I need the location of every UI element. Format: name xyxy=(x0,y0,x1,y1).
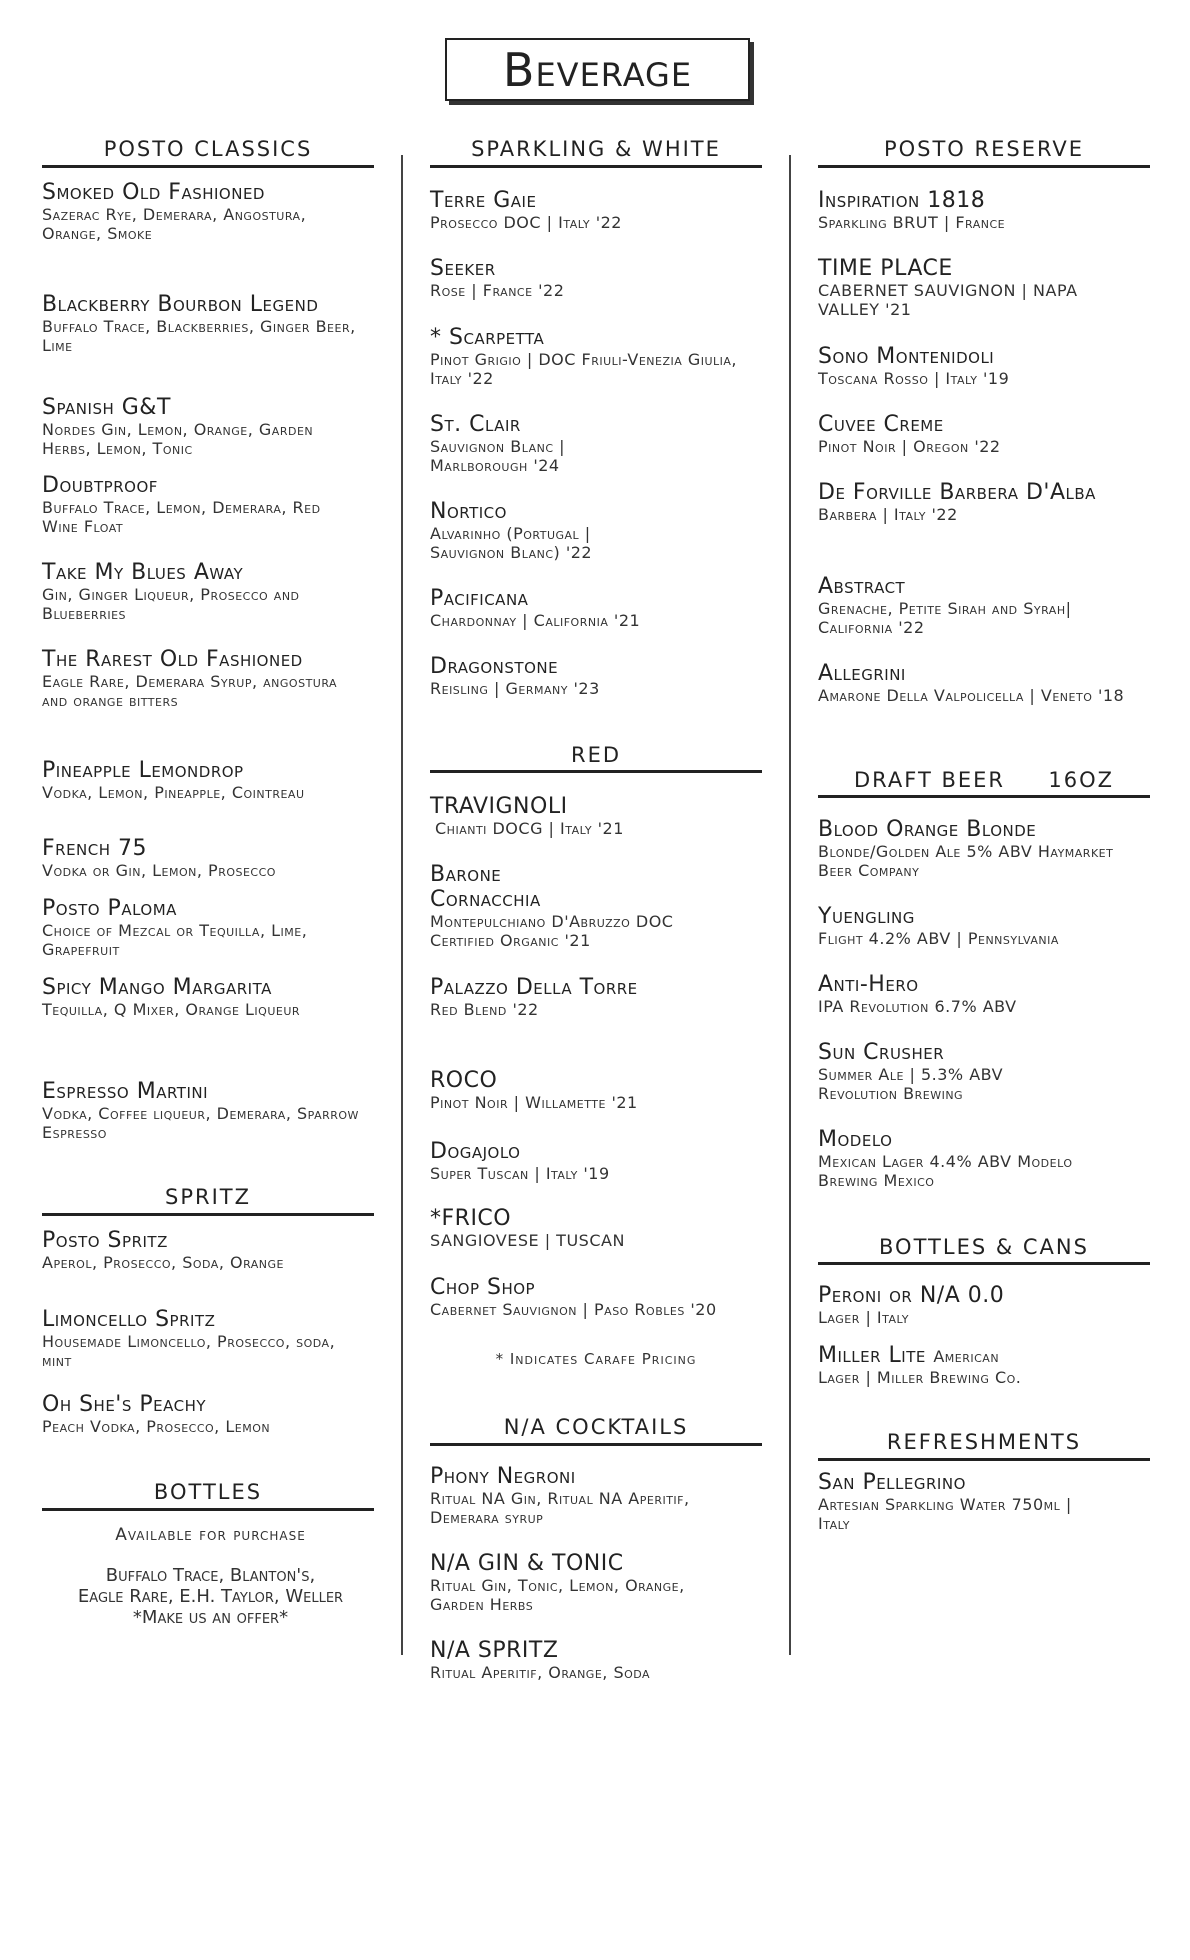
item-desc: Ritual NA Gin, Ritual NA Aperitif, Demerara syrup xyxy=(430,1489,690,1527)
menu-item xyxy=(818,817,1128,880)
item-desc: Sazerac Rye, Demerara, Angostura, Orange, Smoke xyxy=(42,205,307,243)
menu-item xyxy=(42,473,362,536)
item-desc: Reisling | Germany '23 xyxy=(430,679,600,698)
menu-item xyxy=(818,256,1128,319)
item-desc: Rose | France '22 xyxy=(430,281,565,300)
bottles-availability: Available for purchase xyxy=(115,1525,306,1545)
menu-item xyxy=(818,1470,1088,1533)
item-name: Abstract xyxy=(818,574,906,599)
section-rule xyxy=(430,1443,762,1446)
menu-item xyxy=(430,1206,750,1250)
section-header-red: RED xyxy=(570,743,622,767)
menu-item xyxy=(42,560,362,623)
item-name: Modelo xyxy=(818,1127,893,1152)
menu-item xyxy=(430,862,730,950)
menu-item xyxy=(818,972,1138,1016)
item-name: Anti-Hero xyxy=(818,972,919,997)
bottles-offer: *Make us an offer* xyxy=(132,1607,289,1628)
item-desc: Amarone Della Valpolicella | Veneto '18 xyxy=(818,686,1125,705)
item-desc: Blonde/Golden Ale 5% ABV Haymarket Beer Company xyxy=(818,842,1114,880)
item-desc: Super Tuscan | Italy '19 xyxy=(430,1164,610,1183)
item-name: Palazzo Della Torre xyxy=(430,975,638,1000)
section-header-draft-beer: DRAFT BEER 16OZ xyxy=(853,768,1115,792)
item-desc: Buffalo Trace, Lemon, Demerara, Red Wine Float xyxy=(42,498,321,536)
menu-item xyxy=(42,292,362,355)
item-desc: Artesian Sparkling Water 750ml | Italy xyxy=(818,1495,1072,1533)
menu-item xyxy=(430,499,670,562)
section-rule xyxy=(42,1508,374,1511)
menu-item xyxy=(430,1551,690,1614)
menu-item xyxy=(42,975,312,1019)
item-desc: Vodka, Coffee liqueur, Demerara, Sparrow Espresso xyxy=(42,1104,359,1142)
section-header-posto-classics: POSTO CLASSICS xyxy=(103,137,313,161)
menu-item xyxy=(818,1283,1138,1327)
section-rule xyxy=(818,795,1150,798)
item-name: Sun Crusher xyxy=(818,1040,945,1065)
item-desc: Toscana Rosso | Italy '19 xyxy=(818,369,1010,388)
item-name: Inspiration 1818 xyxy=(818,188,986,213)
item-desc: Vodka, Lemon, Pineapple, Cointreau xyxy=(42,783,305,802)
item-name: Doubtproof xyxy=(42,473,158,498)
item-name: Smoked Old Fashioned xyxy=(42,180,265,205)
column-divider-left xyxy=(401,155,403,1655)
item-desc: Sparkling BRUT | France xyxy=(818,213,1006,232)
section-rule xyxy=(818,165,1150,168)
bottles-list-line: Eagle Rare, E.H. Taylor, Weller xyxy=(77,1586,344,1607)
item-desc: CABERNET SAUVIGNON | NAPA VALLEY '21 xyxy=(818,281,1078,319)
item-name xyxy=(818,1343,1138,1368)
item-desc: Pinot Noir | Willamette '21 xyxy=(430,1093,638,1112)
item-desc: Choice of Mezcal or Tequilla, Lime, Grapefruit xyxy=(42,921,308,959)
item-desc: Eagle Rare, Demerara Syrup, angostura and orange bitters xyxy=(42,672,338,710)
item-name: N/A SPRITZ xyxy=(430,1638,559,1663)
item-name: TIME PLACE xyxy=(818,256,953,281)
item-name: Spanish G&T xyxy=(42,395,171,420)
item-name: ROCO xyxy=(430,1068,498,1093)
section-rule xyxy=(430,770,762,773)
item-name: *FRICO xyxy=(430,1206,512,1231)
item-desc: Red Blend '22 xyxy=(430,1000,539,1019)
item-name: * Scarpetta xyxy=(430,325,545,350)
item-name: N/A GIN & TONIC xyxy=(430,1551,624,1576)
item-name: Pacificana xyxy=(430,586,529,611)
menu-item xyxy=(818,574,1118,637)
item-name: Take My Blues Away xyxy=(42,560,244,585)
menu-item xyxy=(818,904,1138,948)
item-desc: Chianti DOCG | Italy '21 xyxy=(435,819,624,838)
menu-item xyxy=(430,975,650,1019)
menu-item xyxy=(42,647,362,710)
item-name: Posto Spritz xyxy=(42,1228,168,1253)
item-name: Spicy Mango Margarita xyxy=(42,975,272,1000)
item-name: San Pellegrino xyxy=(818,1470,966,1495)
item-name: Dragonstone xyxy=(430,654,559,679)
section-rule xyxy=(818,1458,1150,1461)
item-name: Nortico xyxy=(430,499,507,524)
item-name: St. Clair xyxy=(430,412,521,437)
item-desc: Barbera | Italy '22 xyxy=(818,505,958,524)
menu-item xyxy=(42,395,362,458)
section-rule xyxy=(42,165,374,168)
item-desc: Aperol, Prosecco, Soda, Orange xyxy=(42,1253,285,1272)
item-desc: Pinot Noir | Oregon '22 xyxy=(818,437,1001,456)
section-header-spritz: SPRITZ xyxy=(165,1185,251,1209)
item-name: Peroni or N/A 0.0 xyxy=(818,1283,1005,1308)
menu-item xyxy=(430,586,750,630)
item-name: Seeker xyxy=(430,256,496,281)
item-desc: Ritual Aperitif, Orange, Soda xyxy=(430,1663,651,1682)
section-header-bottles: BOTTLES xyxy=(153,1480,263,1504)
item-desc: Lager | Italy xyxy=(818,1308,909,1327)
menu-item xyxy=(42,896,362,959)
section-header-na-cocktails: N/A COCKTAILS xyxy=(503,1415,689,1439)
item-name: Sono Montenidoli xyxy=(818,344,995,369)
menu-item xyxy=(430,325,750,388)
item-desc: Housemade Limoncello, Prosecco, soda, mint xyxy=(42,1332,336,1370)
page-title: Beverage xyxy=(445,38,750,101)
item-name: Espresso Martini xyxy=(42,1079,209,1104)
item-desc: Lager | Miller Brewing Co. xyxy=(818,1368,1022,1387)
item-desc: Montepulchiano D'Abruzzo DOC Certified Organic '21 xyxy=(430,912,674,950)
item-desc: IPA Revolution 6.7% ABV xyxy=(818,997,1017,1016)
menu-item xyxy=(818,344,1138,388)
section-header-posto-reserve: POSTO RESERVE xyxy=(883,137,1085,161)
menu-item xyxy=(430,1464,690,1527)
menu-item xyxy=(818,1343,1138,1387)
item-name: The Rarest Old Fashioned xyxy=(42,647,303,672)
menu-item xyxy=(430,654,750,698)
menu-item xyxy=(42,758,362,802)
item-name: French 75 xyxy=(42,836,148,861)
menu-item xyxy=(818,480,1108,524)
section-rule xyxy=(430,165,762,168)
item-desc: Vodka or Gin, Lemon, Prosecco xyxy=(42,861,276,880)
item-desc: Flight 4.2% ABV | Pennsylvania xyxy=(818,929,1059,948)
menu-item xyxy=(42,1307,342,1370)
item-name: Blood Orange Blonde xyxy=(818,817,1037,842)
item-desc: Cabernet Sauvignon | Paso Robles '20 xyxy=(430,1300,717,1319)
item-name: Oh She's Peachy xyxy=(42,1392,207,1417)
item-name: Posto Paloma xyxy=(42,896,177,921)
item-name: Barone Cornacchia xyxy=(430,862,541,912)
item-desc: SANGIOVESE | TUSCAN xyxy=(430,1231,625,1250)
item-desc: Mexican Lager 4.4% ABV Modelo Brewing Mexico xyxy=(818,1152,1073,1190)
item-desc: Pinot Grigio | DOC Friuli-Venezia Giulia, Italy '22 xyxy=(430,350,738,388)
item-name: Dogajolo xyxy=(430,1139,521,1164)
menu-item xyxy=(430,1068,750,1112)
bottles-info xyxy=(38,1524,383,1628)
item-name: Yuengling xyxy=(818,904,915,929)
item-desc: Chardonnay | California '21 xyxy=(430,611,641,630)
item-desc: Buffalo Trace, Blackberries, Ginger Beer, Lime xyxy=(42,317,356,355)
menu-item xyxy=(430,188,750,232)
item-desc: Sauvignon Blanc | Marlborough '24 xyxy=(430,437,565,475)
item-name-text: Miller Lite xyxy=(818,1343,926,1368)
item-desc: Gin, Ginger Liqueur, Prosecco and Blueberries xyxy=(42,585,300,623)
item-name: Chop Shop xyxy=(430,1275,536,1300)
menu-item xyxy=(42,1079,362,1142)
menu-item xyxy=(430,1139,750,1183)
menu-item xyxy=(42,836,372,880)
item-name: Blackberry Bourbon Legend xyxy=(42,292,319,317)
item-desc: Alvarinho (Portugal | Sauvignon Blanc) '22 xyxy=(430,524,593,562)
menu-item xyxy=(430,1638,760,1682)
item-desc: Summer Ale | 5.3% ABV Revolution Brewing xyxy=(818,1065,1004,1103)
item-name-suffix: American xyxy=(933,1347,1000,1366)
menu-item xyxy=(818,1040,1078,1103)
section-header-sparkling-white: SPARKLING & WHITE xyxy=(471,137,721,161)
item-name: TRAVIGNOLI xyxy=(430,794,568,819)
item-desc: Ritual Gin, Tonic, Lemon, Orange, Garden Herbs xyxy=(430,1576,685,1614)
menu-item xyxy=(42,1228,342,1272)
menu-item xyxy=(818,188,1138,232)
section-rule xyxy=(42,1213,374,1216)
section-rule xyxy=(818,1262,1150,1265)
section-header-refreshments: REFRESHMENTS xyxy=(886,1430,1082,1454)
menu-item xyxy=(42,1392,372,1436)
menu-item xyxy=(430,256,750,300)
bottles-list-line: Buffalo Trace, Blanton's, xyxy=(105,1565,316,1586)
section-header-bottles-cans: BOTTLES & CANS xyxy=(879,1235,1089,1259)
menu-item xyxy=(818,1127,1078,1190)
item-name: Terre Gaie xyxy=(430,188,537,213)
menu-item xyxy=(430,1275,720,1319)
item-desc: Grenache, Petite Sirah and Syrah| California '22 xyxy=(818,599,1072,637)
item-name: Limoncello Spritz xyxy=(42,1307,216,1332)
menu-item xyxy=(42,180,362,243)
item-desc: Peach Vodka, Prosecco, Lemon xyxy=(42,1417,271,1436)
carafe-note: * Indicates Carafe Pricing xyxy=(495,1350,697,1368)
menu-item xyxy=(430,412,650,475)
item-desc: Tequilla, Q Mixer, Orange Liqueur xyxy=(42,1000,301,1019)
item-name: Allegrini xyxy=(818,661,906,686)
menu-item xyxy=(430,794,750,838)
menu-item xyxy=(818,412,1138,456)
column-divider-right xyxy=(789,155,791,1655)
item-desc: Nordes Gin, Lemon, Orange, Garden Herbs, Lemon, Tonic xyxy=(42,420,314,458)
item-name: Pineapple Lemondrop xyxy=(42,758,244,783)
item-name: Phony Negroni xyxy=(430,1464,576,1489)
menu-item xyxy=(818,661,1138,705)
item-name: Cuvee Creme xyxy=(818,412,944,437)
item-desc: Prosecco DOC | Italy '22 xyxy=(430,213,622,232)
item-name: De Forville Barbera D'Alba xyxy=(818,480,1096,505)
